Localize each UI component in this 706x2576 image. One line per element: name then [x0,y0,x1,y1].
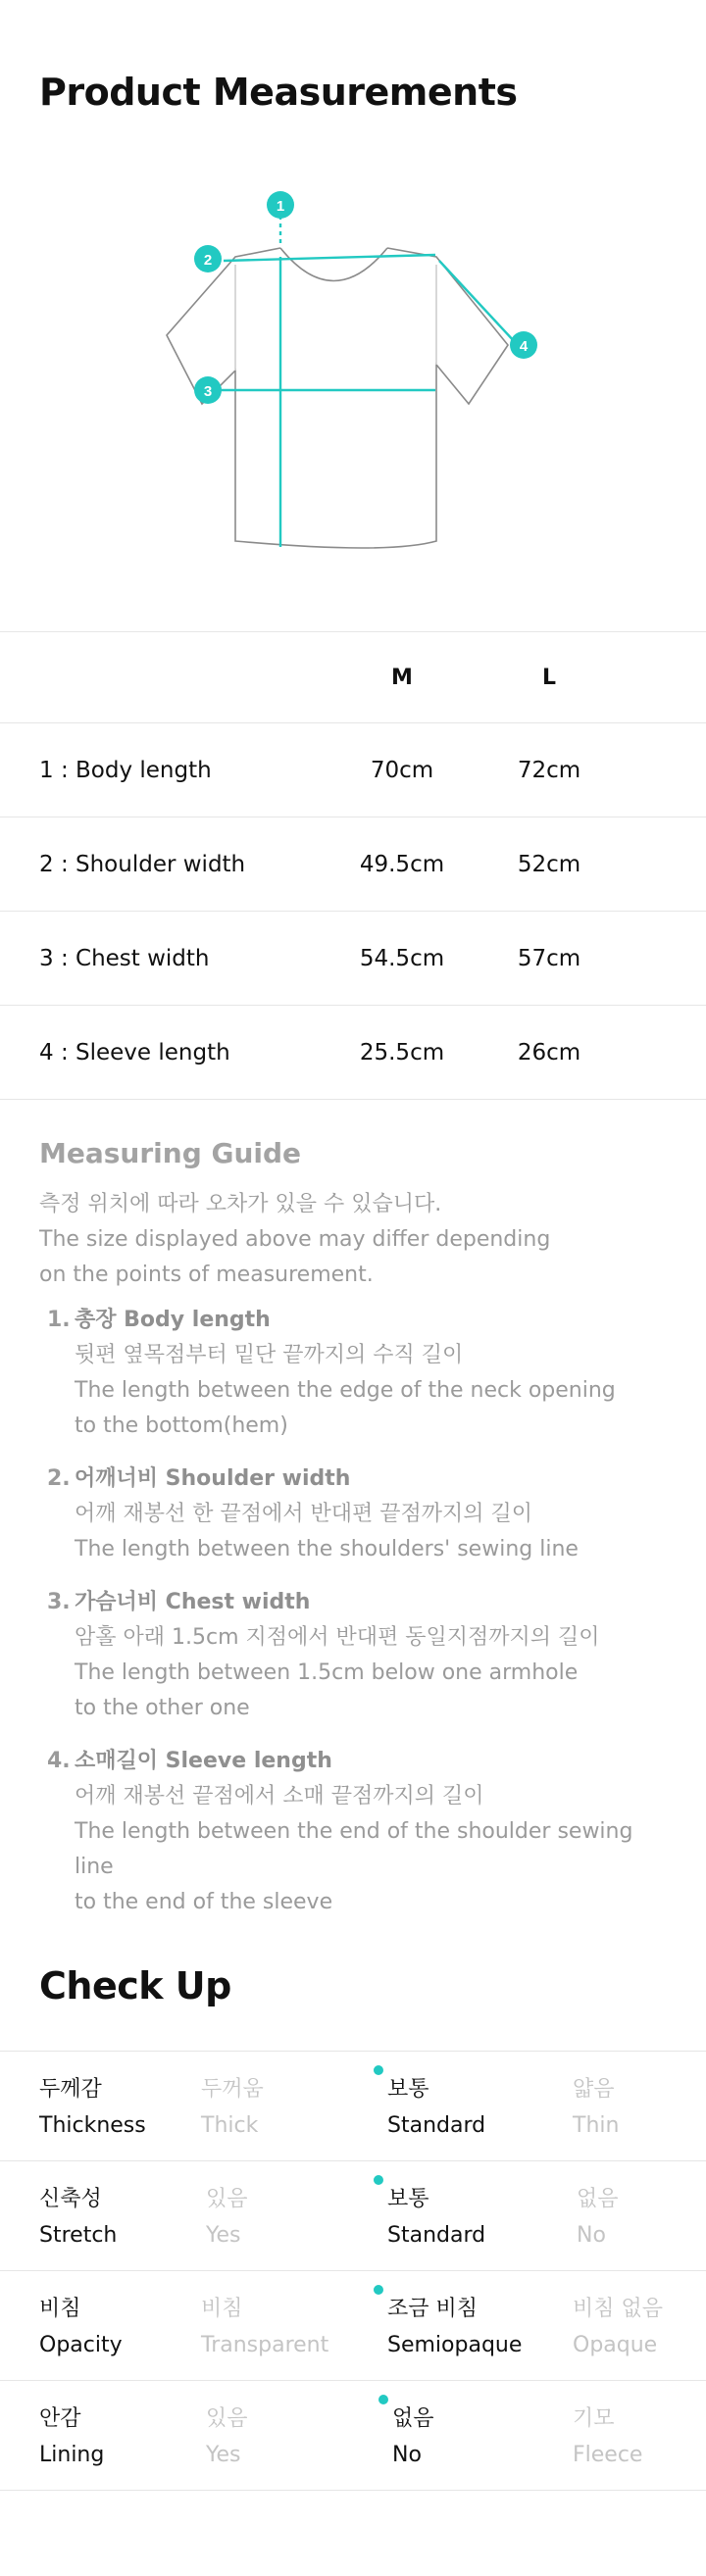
option-en: Transparent [201,2333,329,2357]
table-row [0,722,706,817]
row-label: 2 : Shoulder width [39,851,246,877]
option-en: No [577,2223,606,2248]
table-row [0,817,706,911]
checkup-option [201,2071,264,2144]
guide-item-title: 소매길이 Sleeve length [75,1749,332,1773]
option-en: No [392,2443,422,2467]
checkup-table [0,2051,706,2491]
size-table [0,631,706,1100]
option-ko: 없음 [392,2406,434,2431]
marker-4-label: 4 [519,338,529,355]
marker-3 [194,376,222,404]
row-label: 3 : Chest width [39,945,210,971]
row-value-m: 54.5cm [359,945,445,971]
checkup-option [577,2181,619,2254]
checkup-attribute [39,2071,146,2144]
guide-item [39,1744,677,1920]
guide-title: Measuring Guide [39,1137,302,1169]
option-en: Yes [206,2223,241,2248]
selected-dot-icon [378,2395,388,2404]
guide-item-line: to the end of the sleeve [75,1890,333,1914]
checkup-row-thickness [0,2051,706,2160]
option-ko: 보통 [387,2077,429,2102]
selected-dot-icon [374,2175,383,2185]
size-header-l: L [541,665,557,690]
option-ko: 보통 [387,2187,429,2211]
option-ko: 비침 [201,2297,243,2321]
guide-item-number: 4. [47,1749,71,1773]
attribute-name-ko: 두께감 [39,2077,102,2102]
checkup-option-selected [392,2401,434,2473]
guide-intro-line: 측정 위치에 따라 오차가 있을 수 있습니다. [39,1192,442,1216]
guide-intro-line: The size displayed above may differ depending [39,1227,551,1252]
guide-item-line: 어깨 재봉선 끝점에서 소매 끝점까지의 길이 [75,1784,484,1808]
guide-item [39,1585,677,1726]
row-value-l: 52cm [517,851,581,877]
marker-2-label: 2 [203,252,213,269]
table-row [0,911,706,1005]
checkup-option [206,2401,248,2473]
checkup-title: Check Up [39,1964,231,2007]
checkup-attribute [39,2401,104,2473]
size-table-header [0,631,706,722]
option-ko: 있음 [206,2187,248,2211]
checkup-option [573,2071,619,2144]
guide-item-line: 뒷편 옆목점부터 밑단 끝까지의 수직 길이 [75,1343,464,1367]
size-header-m: M [391,665,413,690]
attribute-name-en: Lining [39,2443,105,2467]
guide-item-line: The length between the end of the shoulder sewing line [75,1819,633,1879]
row-label: 4 : Sleeve length [39,1039,230,1065]
option-ko: 얇음 [573,2077,615,2102]
attribute-name-en: Thickness [39,2113,146,2138]
table-row [0,1005,706,1100]
option-en: Semiopaque [387,2333,523,2357]
row-value-m: 70cm [370,757,434,783]
attribute-name-en: Opacity [39,2333,123,2357]
option-ko: 있음 [206,2406,248,2431]
option-en: Opaque [573,2333,658,2357]
checkup-option-selected [387,2181,485,2254]
checkup-option-selected [387,2071,485,2144]
guide-item-line: The length between 1.5cm below one armhole [75,1660,579,1685]
checkup-option [573,2291,663,2363]
option-en: Standard [387,2113,486,2138]
guide-intro-line: on the points of measurement. [39,1263,374,1287]
option-en: Thick [201,2113,259,2138]
shoulder-width-line [224,255,435,261]
option-en: Yes [206,2443,241,2467]
option-en: Fleece [573,2443,643,2467]
marker-4 [510,331,537,359]
option-ko: 비침 없음 [573,2297,664,2321]
guide-item-title: 가슴너비 Chest width [75,1590,311,1614]
guide-list [39,1303,677,1920]
marker-1 [267,191,294,219]
option-en: Standard [387,2223,486,2248]
guide-item-line: 어깨 재봉선 한 끝점에서 반대편 끝점까지의 길이 [75,1502,533,1526]
marker-1-label: 1 [276,198,285,215]
attribute-name-ko: 안감 [39,2406,81,2431]
sleeve-length-line [439,261,516,343]
attribute-name-ko: 비침 [39,2297,81,2321]
attribute-name-ko: 신축성 [39,2187,102,2211]
guide-item-line: to the other one [75,1696,250,1720]
row-value-m: 49.5cm [359,851,445,877]
measuring-guide [39,1137,677,1938]
checkup-row-opacity [0,2270,706,2380]
row-value-l: 57cm [517,945,581,971]
guide-item [39,1461,677,1567]
guide-item-number: 1. [47,1308,71,1332]
page-title: Product Measurements [39,71,518,114]
checkup-option [573,2401,642,2473]
tshirt-collar [280,248,387,281]
guide-item-number: 3. [47,1590,71,1614]
checkup-option-selected [387,2291,522,2363]
option-ko: 없음 [577,2187,619,2211]
tshirt-diagram [157,186,549,559]
row-value-l: 72cm [517,757,581,783]
marker-2 [194,245,222,272]
guide-item-line: to the bottom(hem) [75,1413,288,1438]
guide-item-line: The length between the shoulders' sewing line [75,1537,579,1561]
guide-item-line: The length between the edge of the neck opening [75,1378,616,1403]
attribute-name-en: Stretch [39,2223,118,2248]
checkup-row-stretch [0,2160,706,2270]
option-en: Thin [573,2113,620,2138]
guide-item-line: 암홀 아래 1.5cm 지점에서 반대편 동일지점까지의 길이 [75,1625,600,1650]
checkup-attribute [39,2291,123,2363]
selected-dot-icon [374,2065,383,2075]
row-value-l: 26cm [517,1039,581,1065]
checkup-option [201,2291,328,2363]
selected-dot-icon [374,2285,383,2295]
checkup-option [206,2181,248,2254]
guide-item-number: 2. [47,1466,71,1491]
option-ko: 두꺼움 [201,2077,264,2102]
option-ko: 기모 [573,2406,615,2431]
checkup-attribute [39,2181,117,2254]
guide-item [39,1303,677,1444]
checkup-row-lining [0,2380,706,2491]
option-ko: 조금 비침 [387,2297,479,2321]
row-label: 1 : Body length [39,757,212,783]
guide-item-title: 총장 Body length [75,1308,271,1332]
marker-3-label: 3 [203,383,213,400]
row-value-m: 25.5cm [359,1039,445,1065]
guide-item-title: 어깨너비 Shoulder width [75,1466,351,1491]
